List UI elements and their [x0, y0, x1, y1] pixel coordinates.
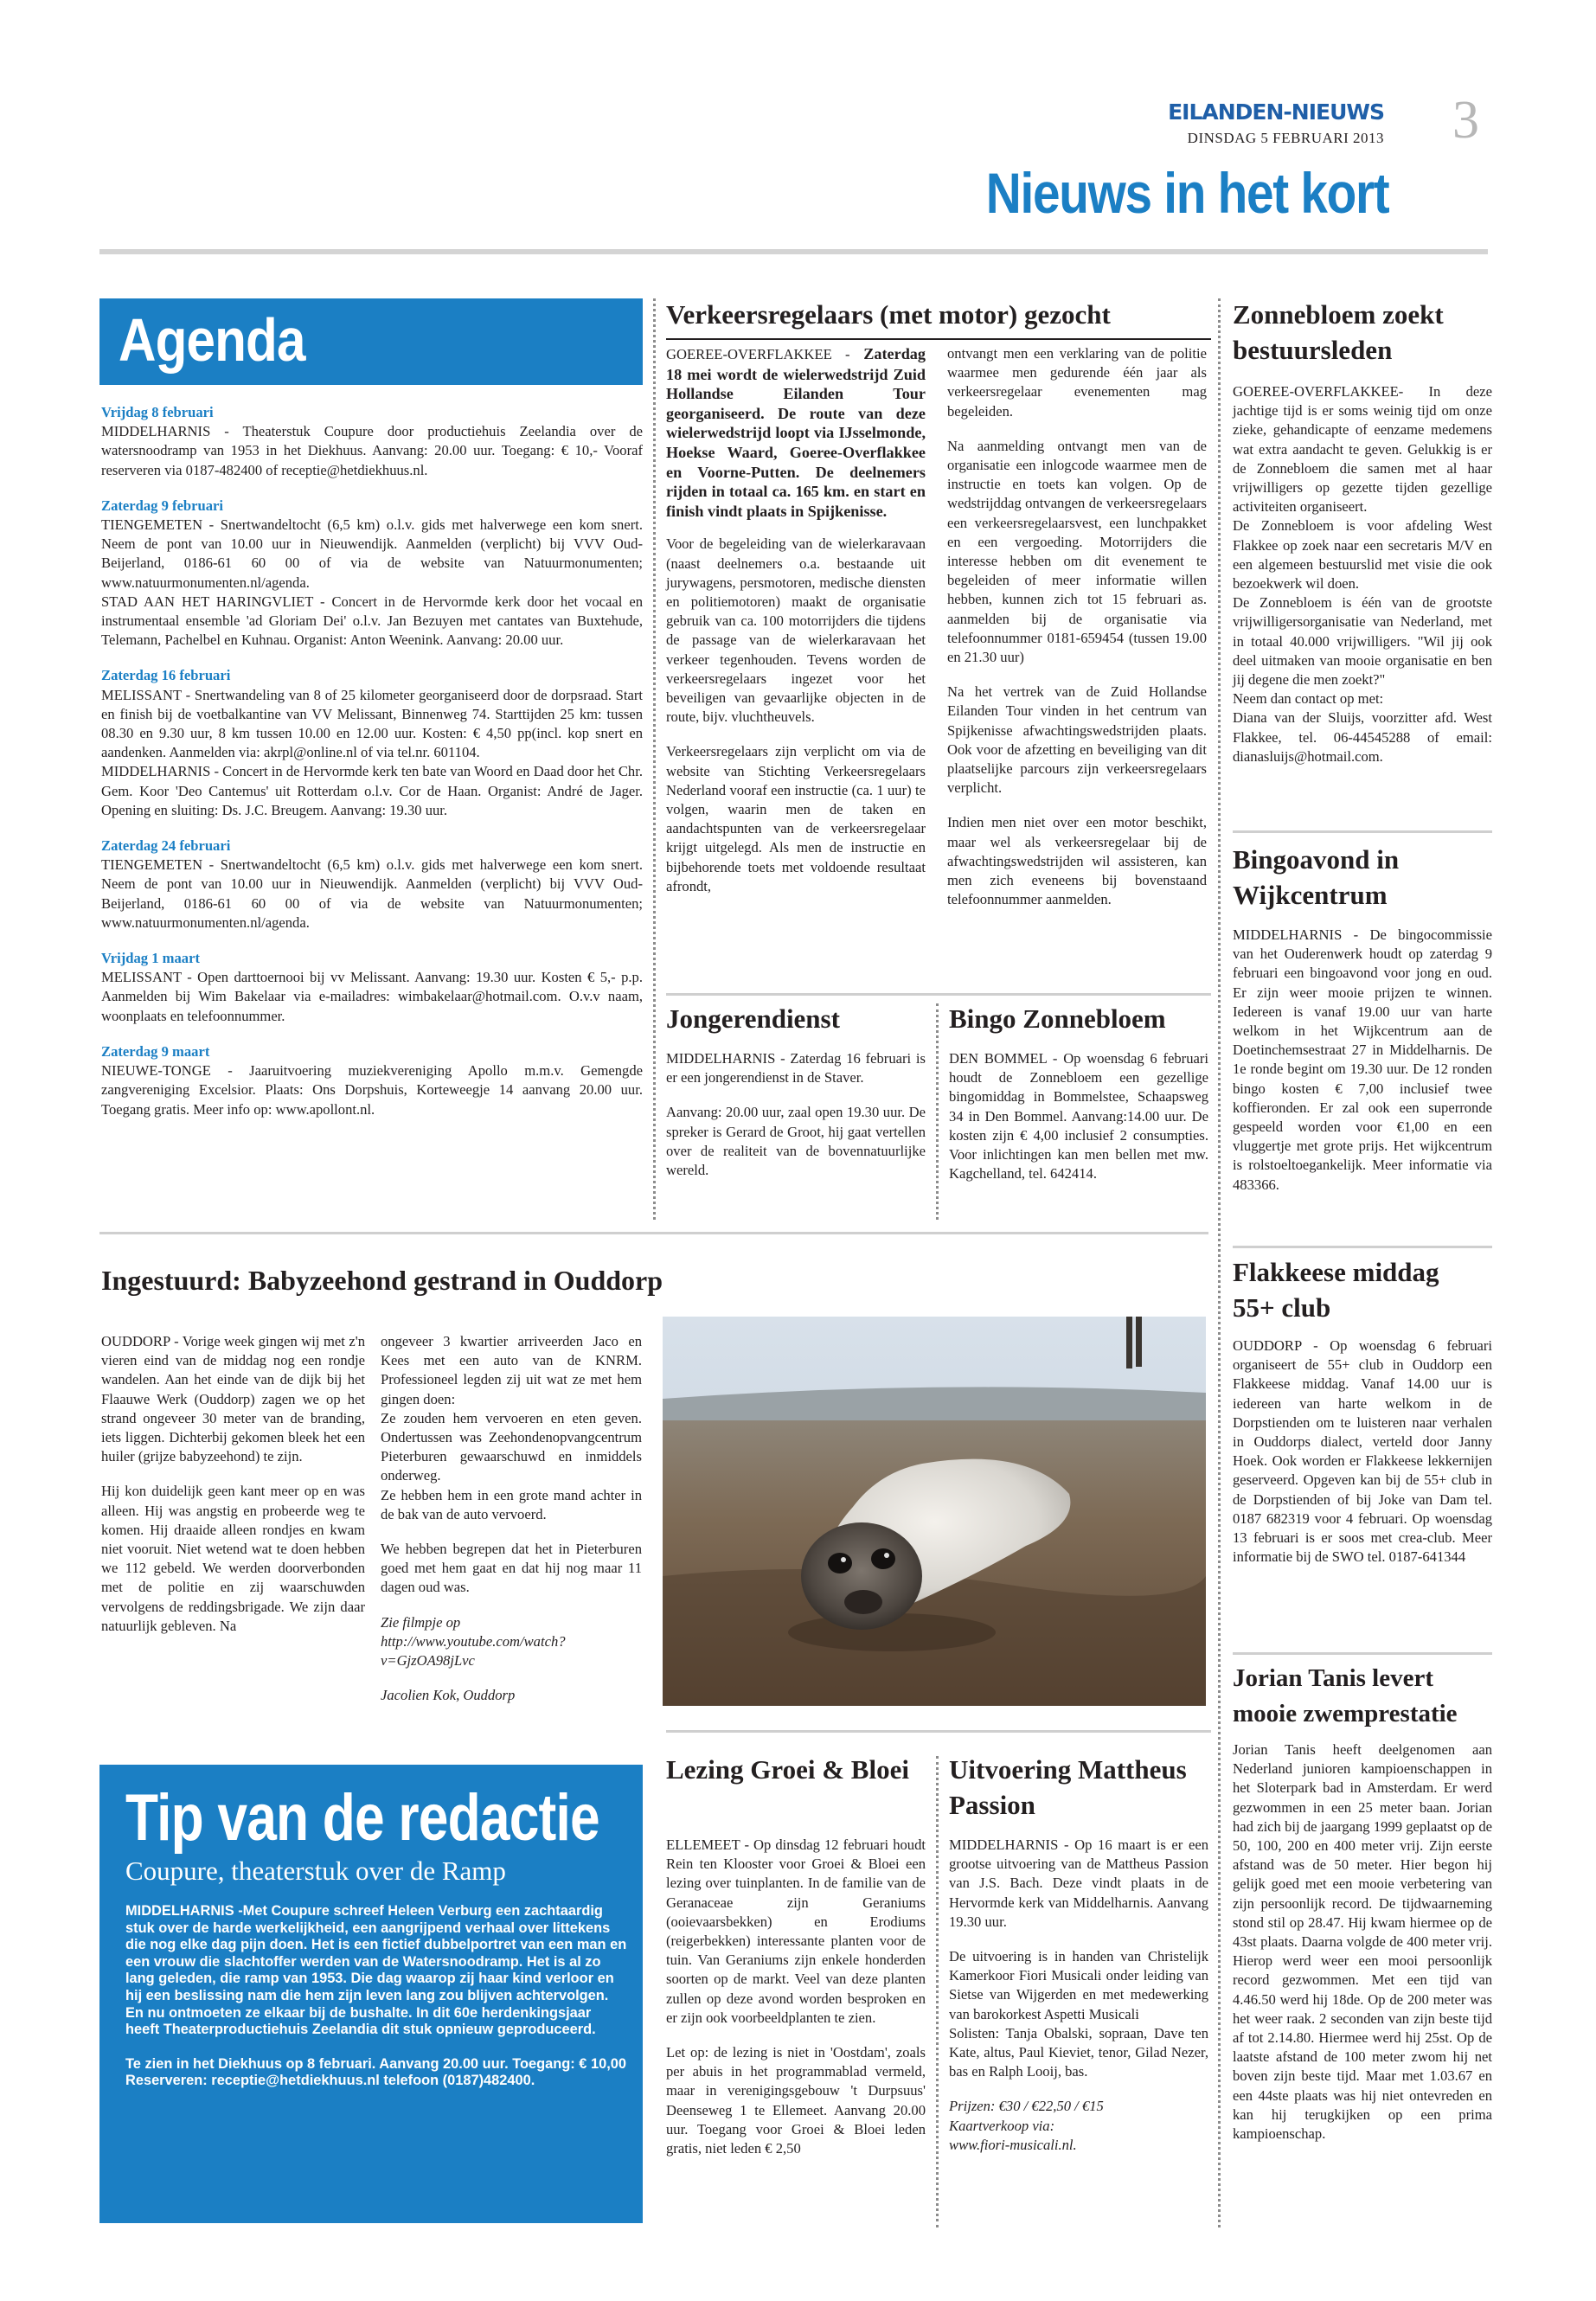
agenda-header: [99, 298, 643, 385]
agenda-entry: [101, 666, 643, 820]
agenda-date: Zaterdag 9 februari: [101, 497, 224, 514]
masthead-logo: EILANDEN-NIEUWS: [1168, 99, 1384, 125]
jongerendienst-body: [666, 1049, 926, 1195]
section-divider: [666, 1730, 1211, 1733]
matthaeus-title: Uitvoering Mattheus Passion: [949, 1754, 1187, 1820]
agenda-text: TIENGEMETEN - Snertwandeltocht (6,5 km) o.l.v. gids met halverwege een kom snert. Neem de pont van 10.00 uur in Nieuwendijk. Aanmelden (verplicht) bij VVV Oud-Beijerland, 0186-61 60 00 of via de website van Natuurmonumenten; www.natuurmonumenten.nl/agenda. STAD AAN HET HARINGVLIET - Concert in de Hervormde kerk door het vocaal en instrumentaal ensemble 'ad Gloriam Dei' o.l.v. Jan Bezuyen met cantates van Buxtehude, Telemann, Pachelbel en Kuhnau. Organist: Anton Weenink. Aanvang: 20.00 uur.: [101, 516, 643, 649]
section-divider: [1233, 830, 1492, 833]
section-divider: [666, 993, 1211, 996]
section-divider: [1233, 1652, 1492, 1655]
agenda-date: Vrijdag 8 februari: [101, 404, 214, 420]
agenda-entry: [101, 836, 643, 933]
zeehond-col-1: [101, 1332, 365, 1651]
matthaeus-body: [949, 1836, 1208, 2170]
agenda-text: MIDDELHARNIS - Theaterstuk Coupure door productiehuis Zeelandia over de watersnoodramp van 1953 in het Diekhuus. Aanvang: 20.00 uur. Toegang: € 10,- Vooraf reserveren via 0187-482400 of receptie@hetdiekhuus.nl.: [101, 423, 643, 478]
paragraph: Na het vertrek van de Zuid Hollandse Eilanden Tour vinden in het centrum van Spijkenisse afwachtingswedstrijden plaats. Ook voor de afzetting en beveiliging van dit plaatselijke parcours zijn verkeersregelaars verplicht.: [947, 683, 1207, 797]
agenda-date: Zaterdag 16 februari: [101, 667, 231, 684]
agenda-entry: [101, 1042, 643, 1119]
bingo-zonnebloem-title: Bingo Zonnebloem: [949, 1003, 1166, 1034]
verkeer-lead: GOEREE-OVERFLAKKEE - Zaterdag 18 mei wordt de wielerwedstrijd Zuid Hollandse Eilanden Tour georganiseerd. De route van deze wielerwedstrijd loopt via IJsselmonde, Hoekse Waard, Goeree-Overflakkee en Voorne-Putten. De deelnemers rijden in totaal ca. 165 km. en start en finish vindt plaats in Spijkenisse.: [666, 345, 926, 520]
masthead-date: DINSDAG 5 FEBRUARI 2013: [1187, 130, 1384, 146]
zeehond-title: Ingestuurd: Babyzeehond gestrand in Ouddorp: [101, 1265, 663, 1296]
paragraph: ongeveer 3 kwartier arriveerden Jaco en Kees met een auto van de KNRM. Professioneel legden zij uit wat ze met hem gingen doen: Ze zouden hem vervoeren en eten geven. Ondertussen was Zeehondenopvangcentrum Pieterburen gewaarschuwd en inmiddels onderweg. Ze hebben hem in een grote mand achter in de bak van de auto vervoerd.: [381, 1333, 642, 1522]
agenda-text: MELISSANT - Snertwandeling van 8 of 25 kilometer georganiseerd door de dorpsraad. Start en finish bij de voetbalkantine van VV Melissant, Binnenweg 74. Starttijden 25 km: tussen 08.30 en 9.30 uur, 8 km tussen 10.00 en 12.00 uur. Kosten: € 4,50 pp(incl. kop snert en aandenken. Aanmelden via: akrpl@online.nl of via tel.nr. 601104. MIDDELHARNIS - Concert in de Hervormde kerk ten bate van Woord en Daad door het Chr. Gem. Koor 'Deo Cantemus' uit Rotterdam o.l.v. Cor de Haan. Organist: André de Jager. Opening en sluiting: Ds. J.C. Breugem. Aanvang: 19.30 uur.: [101, 686, 643, 818]
prices: Prijzen: €30 / €22,50 / €15 Kaartverkoop via: www.fiori-musicali.nl.: [949, 2098, 1104, 2153]
page-number: 3: [1452, 91, 1479, 150]
tip-body: MIDDELHARNIS -Met Coupure schreef Heleen Verburg een zachtaardig stuk over de harde werkelijkheid, een aangrijpend verhaal over littekens die nog elke dag pijn doen. Het is een fictief dubbelportret van een man en een vrouw die slachtoffer werden van de Watersnoodramp. Het is al zo lang geleden, die ramp van 1953. Die dag waarop zij haar kind verloor en hij een beslissing nam die hem zijn leven lang zou blijven achtervolgen. En nu ontmoeten ze elkaar bij de bushalte. In dit 60e herdenkingsjaar heeft Theaterproductiehuis Zeelandia dit stuk opnieuw geproduceerd.: [125, 1903, 627, 2038]
video-note: Zie filmpje op http://www.youtube.com/watch?v=GjzOA98jLvc: [381, 1613, 566, 1670]
bingo-zonnebloem-body: DEN BOMMEL - Op woensdag 6 februari houdt de Zonnebloem een gezellige bingomiddag in Bommelstee, Schaapsweg 34 in Den Bommel. Aanvang:14.00 uur. De kosten zijn € 4,00 inclusief 2 consumpties. Voor inlichtingen kan men bellen met mw. Kagchelland, tel. 642414.: [949, 1050, 1208, 1183]
column-divider: [653, 298, 656, 1220]
tip-subtitle: Coupure, theaterstuk over de Ramp: [125, 1856, 506, 1886]
paragraph: Verkeersregelaars zijn verplicht om via de website van Stichting Verkeersregelaars Nederland vooraf een instructie (ca. 1 uur) te volgen, waarin men de taken en aandachtspunten van de verkeersregelaar krijgt uitgelegd. Als men de instructie en bijbehorende toets met voldoende resultaat afrondt,: [666, 743, 926, 894]
agenda-date: Vrijdag 1 maart: [101, 950, 200, 967]
paragraph: ELLEMEET - Op dinsdag 12 februari houdt Rein ten Klooster voor Groei & Bloei een lezing over tuinplanten. In de familie van de Geranaceae zijn Geraniums (ooievaarsbekken) en Erodiums (reigerbekken) interessante planten voor de tuin. Van Geraniums zijn enkele honderden soorten op de markt. Veel van deze planten zullen op deze avond worden besproken en er zijn ook voorbeeldplanten te zien.: [666, 1836, 926, 2026]
agenda-date: Zaterdag 24 februari: [101, 837, 231, 855]
section-divider: [666, 338, 1211, 340]
jongerendienst-title: Jongerendienst: [666, 1003, 840, 1034]
flakkeese-body: OUDDORP - Op woensdag 6 februari organiseert de 55+ club in Ouddorp een Flakkeese middag. Vanaf 14.00 uur is iedereen van harte welkom in de Dorpstienden om te luisteren naar verhalen in Ouddorps dialect, verteld door Janny Hoek. Ook worden er Flakkeese lekkernijen geserveerd. Opgeven kan bij de 55+ club in de Dorpstienden of bij Joke van Dam tel. 0187 682319 voor 4 februari. Op woensdag 13 februari is er soos met crea-club. Meer informatie bij de SWO tel. 0187-641344: [1233, 1337, 1492, 1566]
paragraph: OUDDORP - Vorige week gingen wij met z'n vieren eind van de middag nog een rondje wandelen. Aan het einde van de dijk bij het Flaauwe Werk (Ouddorp) zagen we op het strand ongeveer 30 meter van de branding, iets liggen. Dichterbij gekomen bleek het een huiler (grijze babyzeehond) te zijn.: [101, 1333, 365, 1465]
verkeer-col-2: [947, 344, 1207, 925]
column-divider: [936, 1003, 939, 1220]
tip-info: Te zien in het Diekhuus op 8 februari. Aanvang 20.00 uur. Toegang: € 10,00 Reserveren: receptie@hetdiekhuus.nl telefoon (0187)482400.: [125, 2055, 626, 2089]
lezing-body: [666, 1836, 926, 2174]
tip-box: [99, 1765, 643, 2223]
author-credit: Jacolien Kok, Ouddorp: [381, 1687, 516, 1704]
paragraph: Aanvang: 20.00 uur, zaal open 19.30 uur. De spreker is Gerard de Groot, hij gaat vertellen over de realiteit van de bovennatuurlijke wereld.: [666, 1104, 926, 1179]
paragraph: De uitvoering is in handen van Christelijk Kamerkoor Fiori Musicali onder leiding van Sietse van Wijgerden en met medewerking van barokorkest Aspetti Musicali Solisten: Tanja Obalski, sopraan, Dave ten Kate, altus, Paul Kieviet, tenor, Gilad Nezer, bas en Ralph Looij, bas.: [949, 1948, 1208, 2080]
paragraph: Indien men niet over een motor beschikt, maar wel als verkeersregelaar bij de afwachtingswedstrijden wil assisteren, kan men zich eveneens bij bovenstaand telefoonnummer aanmelden.: [947, 814, 1207, 908]
paragraph: Let op: de lezing is niet in 'Oostdam', zoals per abuis in het programmablad vermeld, maar in verenigingsgebouw 't Durpsuus' Deenseweg 1 te Ellemeet. Aanvang 20.00 uur. Toegang voor Groei & Bloei leden gratis, niet leden € 2,50: [666, 2044, 926, 2157]
seal-photo: [663, 1317, 1206, 1706]
column-divider: [1218, 298, 1221, 2227]
section-divider: [99, 1232, 1208, 1234]
paragraph: Voor de begeleiding van de wielerkaravaan (naast deelnemers o.a. bestaande uit jurywagens, persmotoren, medische diensten en politiemotoren) maakt de organisatie gebruik van ca. 100 motorrijders die tijdens de passage van de wielerkaravaan het verkeer tegenhouden. Tevens worden de verkeersregelaars ingezet voor het beveiligen van gevaarlijke objecten in de route, bijv. vluchtheuvels.: [666, 535, 926, 726]
bingoavond-title: Bingoavond in Wijkcentrum: [1233, 844, 1400, 910]
agenda-entry: [101, 497, 643, 651]
section-divider: [1233, 1246, 1492, 1248]
agenda-title: Agenda: [119, 306, 305, 374]
agenda-date: Zaterdag 9 maart: [101, 1042, 210, 1060]
tip-title: Tip van de redactie: [125, 1781, 599, 1855]
paragraph: Na aanmelding ontvangt men van de organisatie een inlogcode waarmee men de instructie en toets kan volgen. Op de wedstrijddag ontvangen de verkeersregelaars een verkeersregelaarsvest, een lunchpakket en een vergoeding. Motorrijders die interesse hebben om dit evenement te begeleiden of meer informatie willen hebben, kunnen zich tot 15 februari as. aanmelden bij de organisatie via telefoonnummer 0181-659454 (tussen 19.00 en 21.30 uur): [947, 437, 1207, 666]
tip-text: [125, 1903, 627, 2107]
agenda-entry: [101, 403, 643, 480]
jorian-body: Jorian Tanis heeft deelgenomen aan Nederland junioren kampioenschappen in het Sloterpark bad in Amsterdam. Er werd gezwommen in een 25 meter baan. Jorian had zich bij de jaargang 1999 geplaatst op de 50, 100, 200 en 400 meter vrij. Zijn eerste afstand was de 50 meter. Hier begon hij gelijk goed met een mooie verbetering van zijn persoonlijk record. De tijdwaarneming stond stil op 28.47. Hij kwam hiermee op de 43st plaats. Daarna volgde de 400 meter vrij. Hierop werd weer een mooi persoonlijk record gezwommen. Met een tijd van 4.46.50 werd hij 18de. Op de 200 meter was het weer raak. 2 seconden van zijn beste tijd af tot 2.14.80. Hiermee werd hij 25st. Op de laatste afstand de 100 meter zwom hij net boven zijn beste tijd. Maar met 1.03.67 en een 44ste plaats was hij niet ontevreden en kan hij terugkijken op een prima kampioenschap.: [1233, 1741, 1492, 2143]
lezing-title: Lezing Groei & Bloei: [666, 1754, 909, 1785]
agenda-text: MELISSANT - Open darttoernooi bij vv Melissant. Aanvang: 19.30 uur. Kosten € 5,- p.p. Aanmelden bij Wim Bakelaar via e-mailadres: wimbakelaar@hotmail.com. O.v.v naam, woonplaats en telefoonnummer.: [101, 969, 643, 1024]
bingoavond-body: MIDDELHARNIS - De bingocommissie van het Ouderenwerk houdt op zaterdag 9 februari een bingoavond voor jong en oud. Er zijn weer mooie prijzen te winnen. Iedereen is vanaf 19.00 uur van harte welkom in het Wijkcentrum aan de Doetinchemsestraat 27 in Middelharnis. De 1e ronde begint om 19.30 uur. De 12 ronden bingo kosten € 7,00 inclusief twee koffieronden. Er zal ook een superronde gespeeld worden voor €1,00 en een vluggertje met grote prijs. Het wijkcentrum is rolstoeltoegankelijk. Meer informatie via 483366.: [1233, 926, 1492, 1193]
paragraph: MIDDELHARNIS - Zaterdag 16 februari is er een jongerendienst in de Staver.: [666, 1050, 926, 1086]
page-title: Nieuws in het kort: [985, 161, 1388, 225]
flakkeese-title: Flakkeese middag 55+ club: [1233, 1257, 1439, 1323]
agenda-entry: [101, 949, 643, 1026]
agenda-list: [101, 403, 643, 1136]
paragraph: Hij kon duidelijk geen kant meer op en was alleen. Hij was angstig en probeerde weg te komen. Hij draaide alleen rondjes en kwam niet vooruit. Niet wetend wat te doen hebben we 112 gebeld. We werden doorverbonden met de politie en zij waarschuwden vervolgens de reddingsbrigade. We zijn daar natuurlijk gebleven. Na: [101, 1483, 365, 1634]
zonnebloem-title: Zonnebloem zoekt bestuursleden: [1233, 299, 1444, 365]
paragraph: ontvangt men een verklaring van de politie waarmee men gedurende één jaar als verkeersregelaar evenementen mag begeleiden.: [947, 345, 1207, 420]
verkeer-title: Verkeersregelaars (met motor) gezocht: [666, 299, 1111, 330]
agenda-text: TIENGEMETEN - Snertwandeltocht (6,5 km) o.l.v. gids met halverwege een kom snert. Neem de pont van 10.00 uur in Nieuwendijk. Aanmelden (verplicht) bij VVV Oud-Beijerland, 0186-61 60 00 of via de website van Natuurmonumenten; www.natuurmonumenten.nl/agenda.: [101, 856, 643, 931]
agenda-text: NIEUWE-TONGE - Jaaruitvoering muziekvereniging Apollo m.m.v. Gemengde zangvereniging Excelsior. Plaats: Ons Dorpshuis, Korteweegje 14 aanvang 20.00 uur. Toegang gratis. Meer info op: www.apollont.nl.: [101, 1062, 643, 1118]
verkeer-col-1: [666, 344, 926, 912]
zeehond-col-2: [381, 1332, 642, 1721]
column-divider: [936, 1756, 939, 2227]
zonnebloem-body: GOEREE-OVERFLAKKEE- In deze jachtige tijd is er soms weinig tijd om onze zieke, gehandicapte of eenzame medemens wat extra aandacht te geven. Gelukkig is er de Zonnebloem die samen met al haar vrijwilligers op gezette tijden gezellige activiteiten organiseert. De Zonnebloem is voor afdeling West Flakkee op zoek naar een secretaris M/V en een algemeen bestuurslid met visie die ook bezoekwerk wil doen. De Zonnebloem is één van de grootste vrijwilligersorganisatie van Nederland, met in totaal 40.000 vrijwilligers. "Wil jij ook deel uitmaken van mooie organisatie en ben jij degene die men zoekt?" Neem dan contact op met: Diana van der Sluijs, voorzitter afd. West Flakkee, tel. 06-44545288 of email: dianasluijs@hotmail.com.: [1233, 383, 1492, 765]
paragraph: We hebben begrepen dat het in Pieterburen goed met hem gaat en dat hij nog maar 11 dagen oud was.: [381, 1541, 642, 1596]
seal-image: [663, 1317, 1206, 1706]
top-divider: [99, 249, 1488, 254]
jorian-title: Jorian Tanis levert mooie zwemprestatie: [1233, 1664, 1458, 1727]
paragraph: MIDDELHARNIS - Op 16 maart is er een grootse uitvoering van de Mattheus Passion van J.S. Bach. Deze vindt plaats in de Hervormde kerk van Middelharnis. Aanvang 19.30 uur.: [949, 1836, 1208, 1930]
